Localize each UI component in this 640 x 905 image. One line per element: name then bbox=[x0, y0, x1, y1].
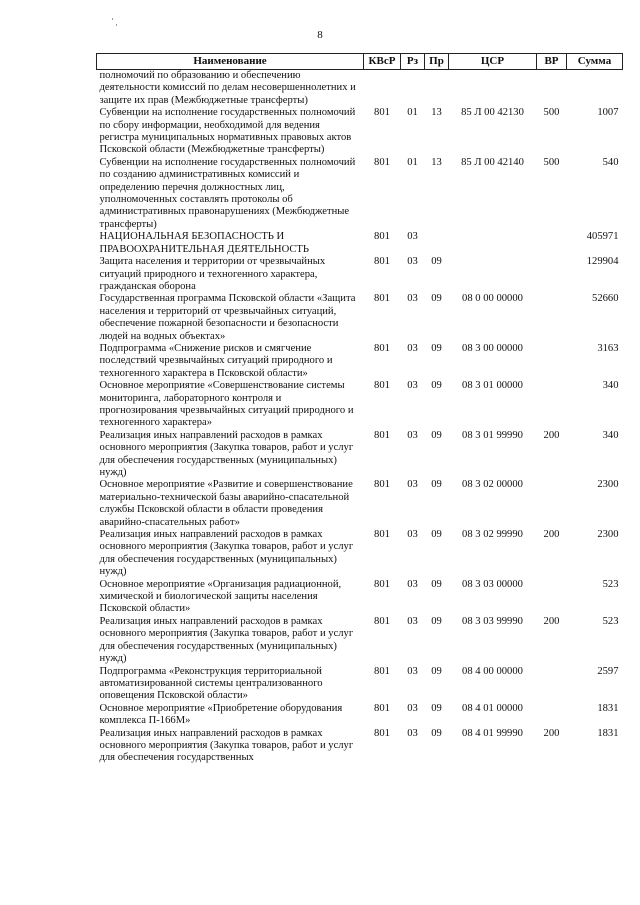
cell-kvsr: 801 bbox=[374, 156, 390, 168]
cell-pr: 13 bbox=[431, 107, 442, 119]
cell-vr: 200 bbox=[543, 429, 560, 441]
cell-kvsr: 801 bbox=[374, 293, 390, 305]
header-pr: Пр bbox=[425, 54, 449, 70]
cell-name: Основное мероприятие «Развитие и совершенствование материально-технической базы аварийно-спасательной службы Псковской области в области проведения аварийно-спасательных работ» bbox=[99, 479, 353, 528]
cell-sum: 52660 bbox=[592, 293, 619, 305]
cell-sum: 340 bbox=[602, 429, 619, 441]
cell-kvsr: 801 bbox=[374, 529, 390, 541]
cell-vr: 200 bbox=[543, 727, 560, 739]
cell-kvsr: 801 bbox=[374, 727, 390, 739]
cell-pr: 09 bbox=[431, 578, 442, 590]
cell-vr bbox=[537, 479, 567, 529]
cell-csr: 08 3 02 00000 bbox=[462, 479, 523, 491]
header-name: Наименование bbox=[97, 54, 364, 70]
cell-sum: 2597 bbox=[597, 665, 619, 677]
cell-csr: 08 4 00 00000 bbox=[462, 665, 523, 677]
cell-pr: 09 bbox=[431, 702, 442, 714]
cell-pr: 09 bbox=[431, 293, 442, 305]
cell-kvsr: 801 bbox=[374, 256, 390, 268]
cell-sum: 523 bbox=[602, 578, 619, 590]
cell-vr: 500 bbox=[543, 107, 560, 119]
cell-rz: 03 bbox=[407, 429, 418, 441]
cell-name: Подпрограмма «Реконструкция территориальной автоматизированной системы централизованного оповещения Псковской области» bbox=[99, 665, 323, 702]
cell-kvsr: 801 bbox=[374, 231, 390, 243]
cell-csr: 85 Л 00 42130 bbox=[461, 107, 524, 119]
table-row bbox=[97, 343, 623, 380]
cell-kvsr: 801 bbox=[374, 702, 390, 714]
cell-name: Реализация иных направлений расходов в рамках основного мероприятия (Закупка товаров, работ и услуг для обеспечения государственных (муниципальных) нужд) bbox=[99, 429, 354, 478]
cell-sum: 1831 bbox=[597, 727, 619, 739]
cell-csr: 08 3 01 00000 bbox=[462, 380, 523, 392]
cell-name: Основное мероприятие «Совершенствование системы мониторинга, лабораторного контроля и прогнозирования чрезвычайных ситуаций природного и техногенного характера» bbox=[99, 380, 354, 429]
table-row bbox=[97, 70, 623, 108]
cell-name: Реализация иных направлений расходов в рамках основного мероприятия (Закупка товаров, работ и услуг для обеспечения государственных (муниципальных) нужд) bbox=[99, 615, 354, 665]
cell-sum: 340 bbox=[602, 380, 619, 392]
cell-kvsr: 801 bbox=[374, 429, 390, 441]
header-kvsr: КВсР bbox=[364, 54, 401, 70]
cell-csr: 08 3 02 99990 bbox=[462, 529, 523, 541]
cell-vr bbox=[537, 256, 567, 293]
cell-name: Субвенции на исполнение государственных полномочий по созданию административных комиссий и определению перечня должностных лиц, уполномоченных составлять протоколы об административных правонарушениях (Межбюджетные трансферты) bbox=[99, 156, 356, 230]
cell-pr bbox=[425, 231, 449, 256]
cell-vr bbox=[537, 293, 567, 343]
cell-rz: 03 bbox=[407, 727, 418, 739]
cell-rz: 03 bbox=[407, 380, 418, 392]
cell-rz: 03 bbox=[407, 665, 418, 677]
cell-csr: 08 3 03 99990 bbox=[462, 615, 523, 627]
cell-csr bbox=[449, 256, 537, 293]
cell-rz: 03 bbox=[407, 293, 418, 305]
cell-kvsr: 801 bbox=[374, 615, 390, 627]
table-row bbox=[97, 728, 623, 765]
cell-vr bbox=[537, 70, 567, 108]
cell-vr bbox=[537, 703, 567, 728]
header-rz: Рз bbox=[401, 54, 425, 70]
cell-name: Защита населения и территории от чрезвычайных ситуаций природного и техногенного характера, гражданская оборона bbox=[99, 256, 326, 292]
cell-rz: 03 bbox=[407, 231, 418, 243]
cell-kvsr: 801 bbox=[374, 342, 390, 354]
cell-pr: 09 bbox=[431, 727, 442, 739]
cell-name: Подпрограмма «Снижение рисков и смягчение последствий чрезвычайных ситуаций природного и техногенного характера в Псковской области» bbox=[99, 342, 333, 379]
cell-kvsr: 801 bbox=[374, 578, 390, 590]
table-header-row bbox=[97, 54, 623, 70]
cell-pr: 09 bbox=[431, 665, 442, 677]
cell-csr: 08 4 01 99990 bbox=[462, 727, 523, 739]
cell-kvsr: 801 bbox=[374, 665, 390, 677]
cell-csr: 85 Л 00 42140 bbox=[461, 156, 524, 168]
cell-rz: 01 bbox=[407, 107, 418, 119]
cell-kvsr: 801 bbox=[374, 380, 390, 392]
cell-vr bbox=[537, 666, 567, 703]
cell-pr: 09 bbox=[431, 479, 442, 491]
cell-kvsr: 801 bbox=[374, 479, 390, 491]
cell-rz: 01 bbox=[407, 156, 418, 168]
budget-table bbox=[96, 53, 623, 765]
cell-csr bbox=[449, 231, 537, 256]
cell-kvsr bbox=[364, 70, 401, 108]
cell-sum: 3163 bbox=[597, 342, 619, 354]
table-row bbox=[97, 157, 623, 231]
cell-name: полномочий по образованию и обеспечению деятельности комиссий по делам несовершеннолетних и защите их прав (Межбюджетные трансферты) bbox=[99, 70, 356, 106]
cell-name: Реализация иных направлений расходов в рамках основного мероприятия (Закупка товаров, работ и услуг для обеспечения государственных bbox=[99, 727, 354, 764]
table-row bbox=[97, 616, 623, 666]
table-row bbox=[97, 231, 623, 256]
cell-vr: 200 bbox=[543, 529, 560, 541]
cell-sum: 129904 bbox=[586, 256, 619, 268]
cell-csr: 08 3 00 00000 bbox=[462, 342, 523, 354]
cell-rz: 03 bbox=[407, 702, 418, 714]
table-row bbox=[97, 430, 623, 480]
table-row bbox=[97, 579, 623, 616]
cell-vr bbox=[537, 579, 567, 616]
header-csr: ЦСР bbox=[449, 54, 537, 70]
cell-vr bbox=[537, 380, 567, 430]
cell-rz: 03 bbox=[407, 256, 418, 268]
table-row bbox=[97, 703, 623, 728]
cell-name: Реализация иных направлений расходов в рамках основного мероприятия (Закупка товаров, работ и услуг для обеспечения государственных (муниципальных) нужд) bbox=[99, 529, 354, 578]
cell-pr: 09 bbox=[431, 380, 442, 392]
cell-sum: 540 bbox=[602, 156, 619, 168]
cell-sum: 1007 bbox=[597, 107, 619, 119]
cell-csr: 08 3 01 99990 bbox=[462, 429, 523, 441]
header-sum: Сумма bbox=[567, 54, 623, 70]
scan-mark bbox=[112, 18, 113, 20]
cell-sum: 2300 bbox=[597, 529, 619, 541]
cell-pr: 09 bbox=[431, 529, 442, 541]
page-number: 8 bbox=[317, 29, 323, 41]
cell-rz: 03 bbox=[407, 342, 418, 354]
cell-name: НАЦИОНАЛЬНАЯ БЕЗОПАСНОСТЬ И ПРАВООХРАНИТЕЛЬНАЯ ДЕЯТЕЛЬНОСТЬ bbox=[99, 231, 309, 255]
header-vr: ВР bbox=[537, 54, 567, 70]
cell-pr: 13 bbox=[431, 156, 442, 168]
cell-rz: 03 bbox=[407, 615, 418, 627]
cell-vr: 200 bbox=[543, 615, 560, 627]
cell-pr: 09 bbox=[431, 342, 442, 354]
table-row bbox=[97, 380, 623, 430]
cell-name: Государственная программа Псковской области «Защита населения и территорий от чрезвычайных ситуаций, обеспечение пожарной безопасности и безопасности людей на водных объектах» bbox=[99, 293, 356, 342]
cell-csr bbox=[449, 70, 537, 108]
cell-sum: 523 bbox=[602, 615, 619, 627]
cell-kvsr: 801 bbox=[374, 107, 390, 119]
cell-pr bbox=[425, 70, 449, 108]
cell-rz bbox=[401, 70, 425, 108]
cell-rz: 03 bbox=[407, 578, 418, 590]
table-row bbox=[97, 107, 623, 157]
cell-csr: 08 0 00 00000 bbox=[462, 293, 523, 305]
cell-sum: 1831 bbox=[597, 702, 619, 714]
scan-mark bbox=[116, 24, 117, 26]
cell-pr: 09 bbox=[431, 256, 442, 268]
cell-vr bbox=[537, 231, 567, 256]
cell-vr: 500 bbox=[543, 156, 560, 168]
cell-sum: 2300 bbox=[597, 479, 619, 491]
cell-pr: 09 bbox=[431, 429, 442, 441]
cell-sum bbox=[567, 70, 623, 108]
table-row bbox=[97, 256, 623, 293]
table-row bbox=[97, 293, 623, 343]
cell-pr: 09 bbox=[431, 615, 442, 627]
cell-name: Основное мероприятие «Приобретение оборудования комплекса П-166М» bbox=[99, 702, 343, 727]
cell-rz: 03 bbox=[407, 529, 418, 541]
cell-rz: 03 bbox=[407, 479, 418, 491]
cell-name: Субвенции на исполнение государственных полномочий по сбору информации, необходимой для ведения регистра муниципальных нормативных правовых актов Псковской области (Межбюджетные трансферты) bbox=[99, 107, 356, 156]
cell-name: Основное мероприятие «Организация радиационной, химической и биологической защиты населения Псковской области» bbox=[99, 578, 342, 615]
cell-vr bbox=[537, 343, 567, 380]
cell-csr: 08 3 03 00000 bbox=[462, 578, 523, 590]
table-row bbox=[97, 666, 623, 703]
cell-sum: 405971 bbox=[586, 231, 619, 243]
table-row bbox=[97, 529, 623, 579]
table-row bbox=[97, 479, 623, 529]
cell-csr: 08 4 01 00000 bbox=[462, 702, 523, 714]
